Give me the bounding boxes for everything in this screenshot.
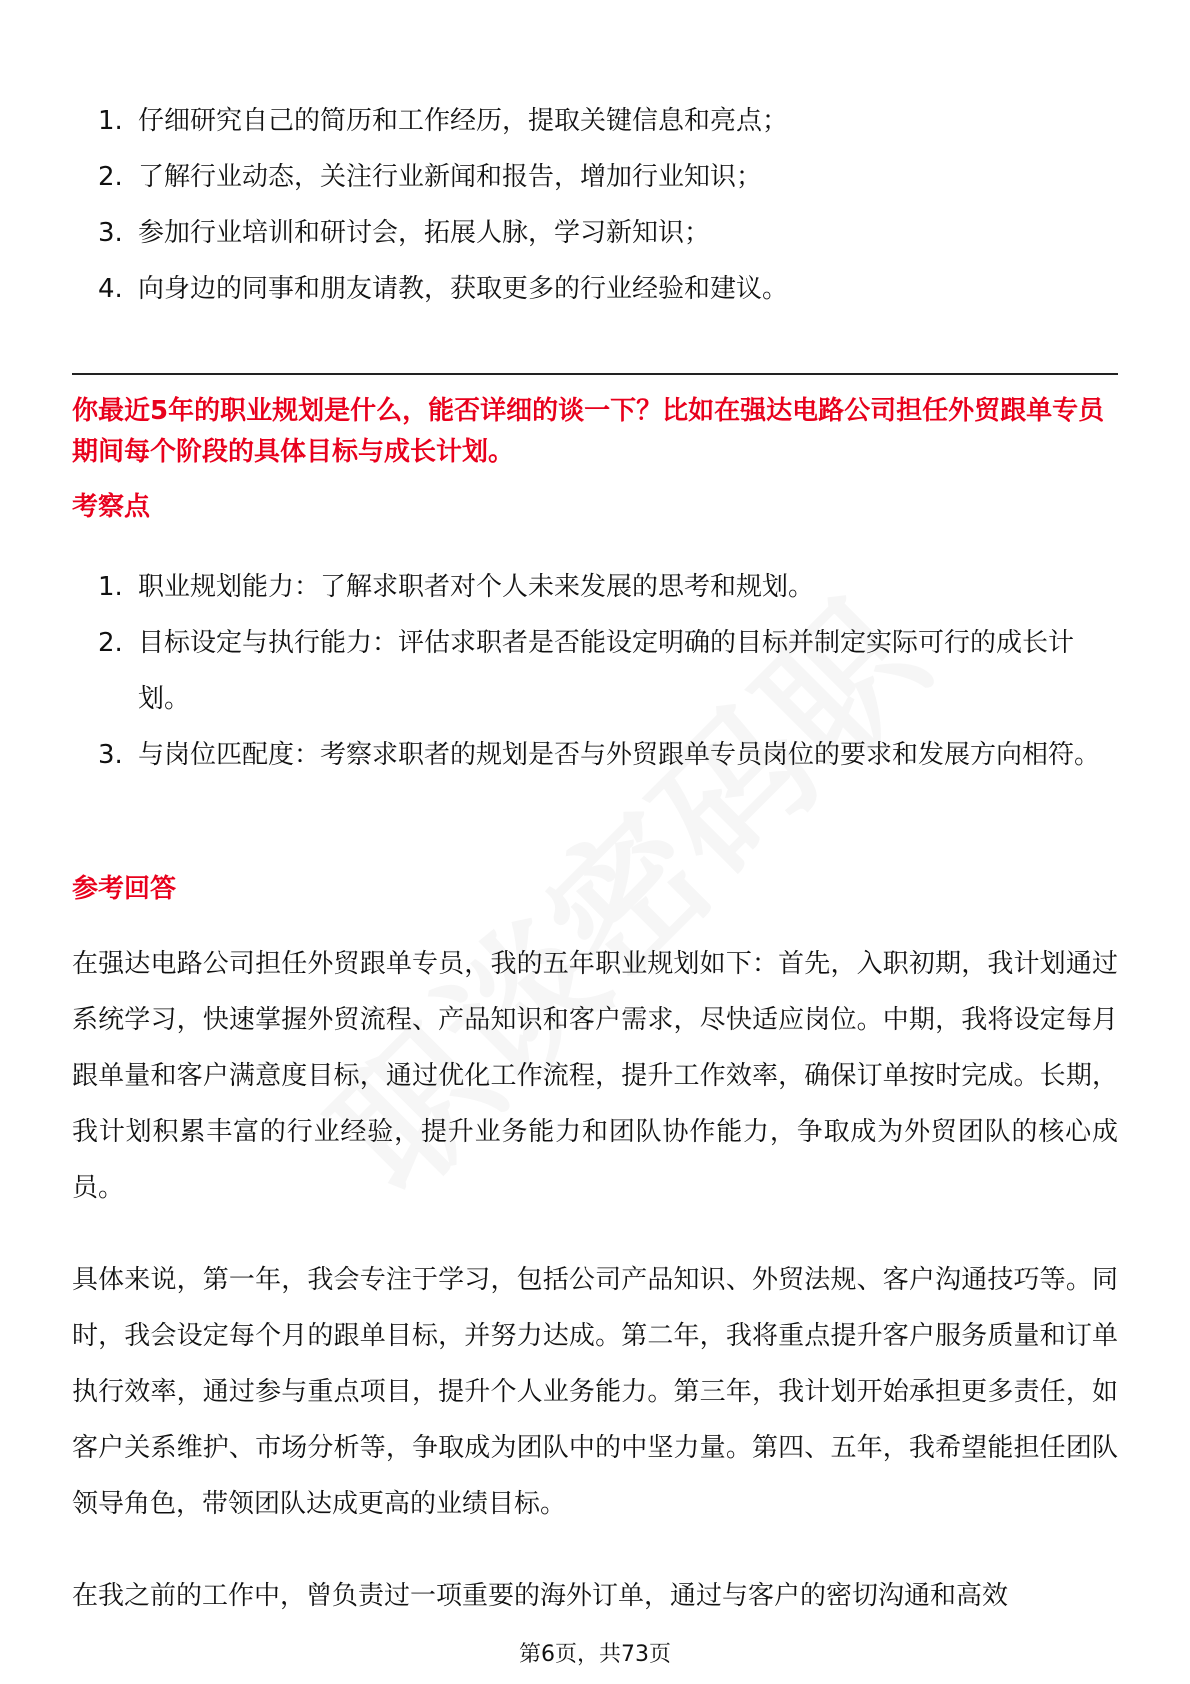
list-text: 参加行业培训和研讨会，拓展人脉，学习新知识； [138, 218, 711, 248]
list-number: 2. [98, 628, 123, 658]
list-text: 目标设定与执行能力：评估求职者是否能设定明确的目标并制定实际可行的成长计划。 [138, 628, 1075, 714]
intro-list [84, 93, 1114, 317]
list-item [84, 261, 1114, 317]
list-item [84, 93, 1114, 149]
cankao-heading: 参考回答 [72, 874, 177, 904]
page-footer: 第6页，共73页 [519, 1642, 671, 1667]
list-item [84, 149, 1114, 205]
answer-paragraph: 在我之前的工作中，曾负责过一项重要的海外订单，通过与客户的密切沟通和高效 [72, 1581, 1009, 1611]
document-page [72, 0, 1118, 1684]
answer-paragraph: 在强达电路公司担任外贸跟单专员，我的五年职业规划如下：首先，入职初期，我计划通过系统学习，快速掌握外贸流程、产品知识和客户需求，尽快适应岗位。中期，我将设定每月跟单量和客户满意度目标，通过优化工作流程，提升工作效率，确保订单按时完成。长期，我计划积累丰富的行业经验，提升业务能力和团队协作能力，争取成为外贸团队的核心成员。 [72, 949, 1118, 1203]
list-text: 向身边的同事和朋友请教，获取更多的行业经验和建议。 [138, 274, 789, 304]
list-number: 1. [98, 572, 123, 602]
list-text: 仔细研究自己的简历和工作经历，提取关键信息和亮点； [138, 106, 789, 136]
list-number: 3. [98, 740, 123, 770]
interview-question: 你最近5年的职业规划是什么，能否详细的谈一下？比如在强达电路公司担任外贸跟单专员期间每个阶段的具体目标与成长计划。 [72, 396, 1105, 467]
list-number: 2. [98, 162, 123, 192]
list-item [84, 615, 1114, 727]
list-item [84, 205, 1114, 261]
answer-paragraph: 具体来说，第一年，我会专注于学习，包括公司产品知识、外贸法规、客户沟通技巧等。同时，我会设定每个月的跟单目标，并努力达成。第二年，我将重点提升客户服务质量和订单执行效率，通过参与重点项目，提升个人业务能力。第三年，我计划开始承担更多责任，如客户关系维护、市场分析等，争取成为团队中的中坚力量。第四、五年，我希望能担任团队领导角色，带领团队达成更高的业绩目标。 [72, 1265, 1118, 1519]
section-divider [72, 373, 1118, 375]
list-text: 与岗位匹配度：考察求职者的规划是否与外贸跟单专员岗位的要求和发展方向相符。 [138, 740, 1101, 770]
list-item [84, 559, 1114, 615]
list-number: 1. [98, 106, 123, 136]
list-text: 了解行业动态，关注行业新闻和报告，增加行业知识； [138, 162, 763, 192]
list-number: 4. [98, 274, 123, 304]
kaocha-points-list [84, 559, 1114, 783]
list-item [84, 727, 1114, 783]
kaocha-heading: 考察点 [72, 492, 151, 522]
list-text: 职业规划能力：了解求职者对个人未来发展的思考和规划。 [138, 572, 815, 602]
list-number: 3. [98, 218, 123, 248]
